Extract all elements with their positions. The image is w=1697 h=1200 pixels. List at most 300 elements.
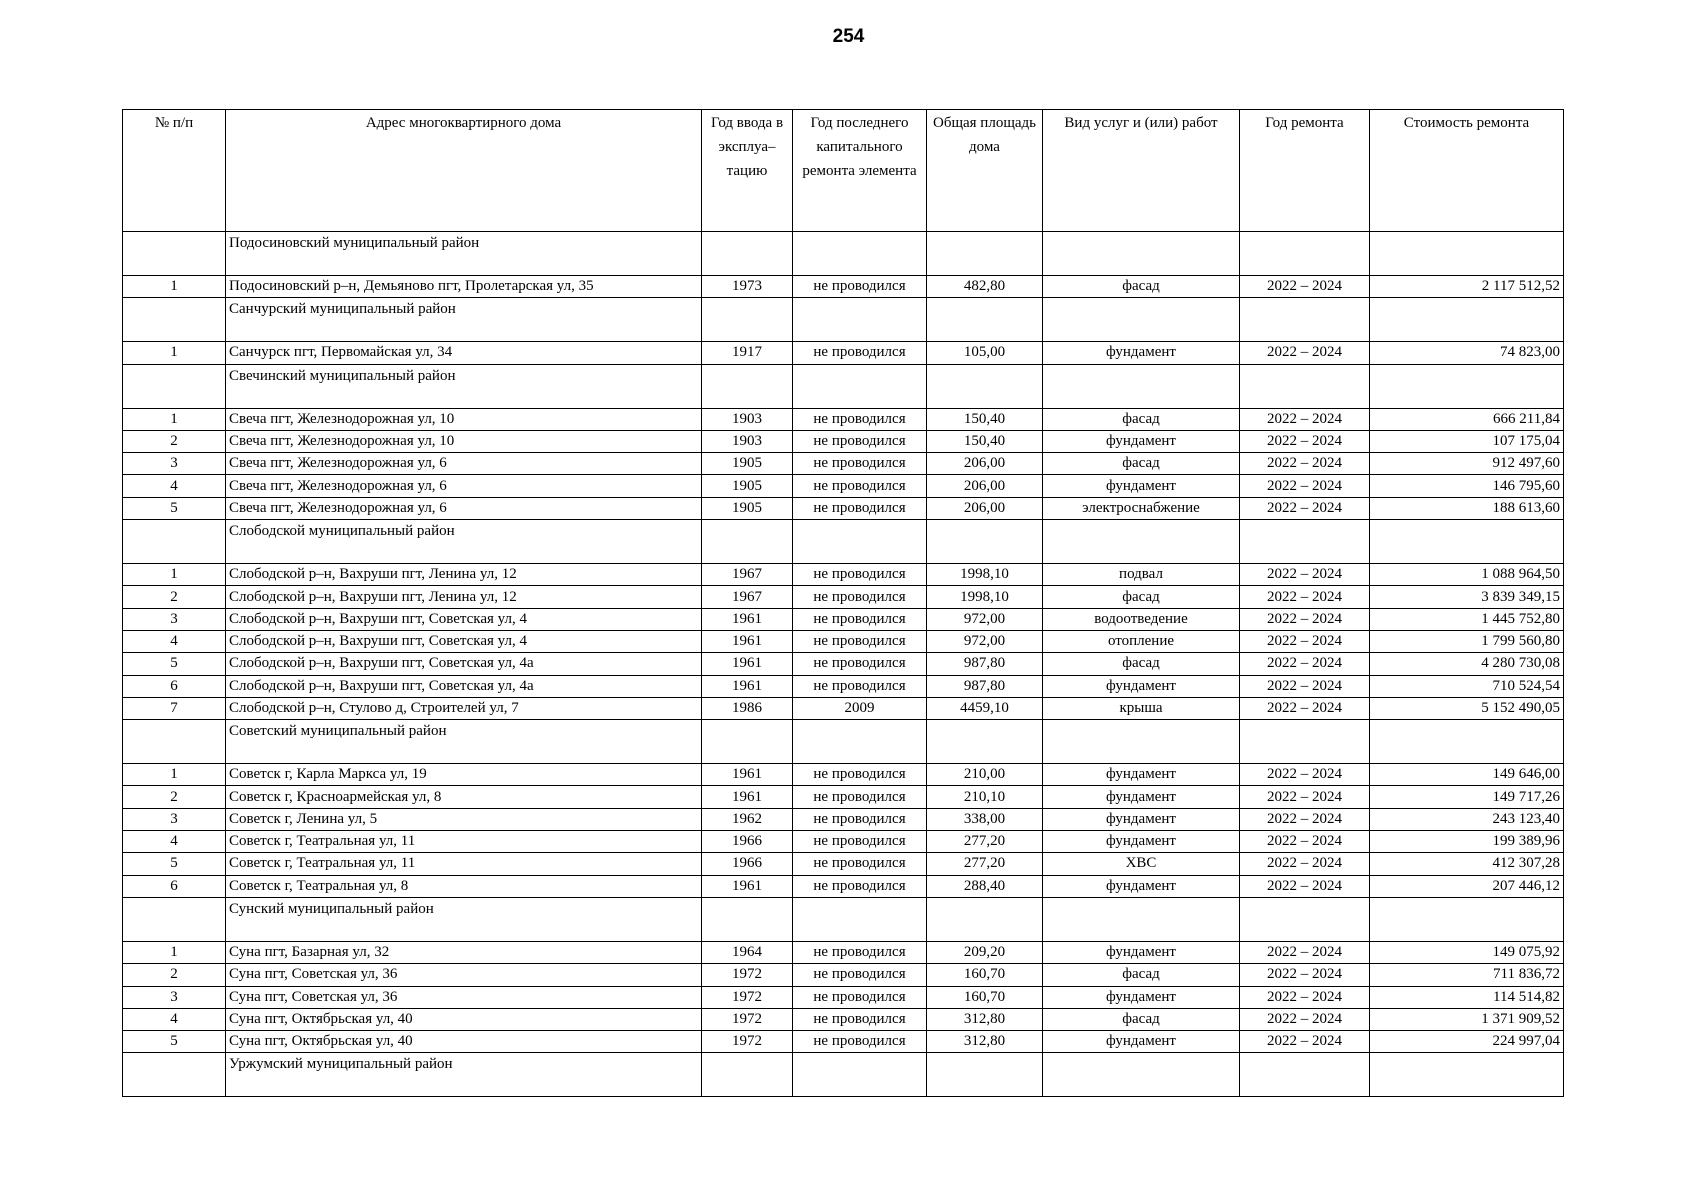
table-row — [123, 630, 1564, 652]
empty-cell — [702, 720, 793, 764]
cell-address: Советск г, Театральная ул, 8 — [226, 875, 702, 897]
empty-cell — [123, 520, 226, 564]
header-cell-address: Адрес многоквартирного дома — [226, 110, 702, 232]
cell-number: 2 — [123, 786, 226, 808]
cell-repair-year: 2022 – 2024 — [1240, 475, 1370, 497]
cell-address: Суна пгт, Советская ул, 36 — [226, 964, 702, 986]
cell-repair-year: 2022 – 2024 — [1240, 764, 1370, 786]
cell-year-built: 1961 — [702, 675, 793, 697]
cell-area: 1998,10 — [927, 564, 1043, 586]
cell-address: Суна пгт, Октябрьская ул, 40 — [226, 1008, 702, 1030]
empty-cell — [123, 232, 226, 276]
district-row — [123, 520, 1564, 564]
cell-last-repair: не проводился — [793, 342, 927, 364]
cell-year-built: 1962 — [702, 808, 793, 830]
cell-last-repair: не проводился — [793, 475, 927, 497]
cell-year-built: 1961 — [702, 630, 793, 652]
empty-cell — [123, 720, 226, 764]
cell-cost: 107 175,04 — [1370, 430, 1564, 452]
empty-cell — [702, 232, 793, 276]
header-cell-year-built: Год ввода в эксплуа–тацию — [702, 110, 793, 232]
empty-cell — [1043, 520, 1240, 564]
cell-area: 105,00 — [927, 342, 1043, 364]
cell-area: 1998,10 — [927, 586, 1043, 608]
cell-area: 150,40 — [927, 430, 1043, 452]
cell-address: Слободской р–н, Вахруши пгт, Советская ул, 4а — [226, 675, 702, 697]
cell-address: Слободской р–н, Вахруши пгт, Советская ул, 4 — [226, 630, 702, 652]
cell-last-repair: не проводился — [793, 941, 927, 963]
cell-work-type: фундамент — [1043, 786, 1240, 808]
cell-cost: 412 307,28 — [1370, 853, 1564, 875]
cell-last-repair: не проводился — [793, 986, 927, 1008]
empty-cell — [1370, 720, 1564, 764]
cell-area: 210,00 — [927, 764, 1043, 786]
table-row — [123, 964, 1564, 986]
table-row — [123, 430, 1564, 452]
cell-last-repair: не проводился — [793, 653, 927, 675]
cell-year-built: 1961 — [702, 764, 793, 786]
cell-area: 972,00 — [927, 608, 1043, 630]
cell-work-type: фундамент — [1043, 941, 1240, 963]
table-row — [123, 453, 1564, 475]
cell-number: 3 — [123, 453, 226, 475]
cell-last-repair: не проводился — [793, 875, 927, 897]
cell-year-built: 1903 — [702, 430, 793, 452]
cell-area: 987,80 — [927, 653, 1043, 675]
empty-cell — [1043, 232, 1240, 276]
empty-cell — [927, 232, 1043, 276]
cell-cost: 199 389,96 — [1370, 831, 1564, 853]
cell-work-type: фундамент — [1043, 986, 1240, 1008]
table-row — [123, 675, 1564, 697]
table-row — [123, 1031, 1564, 1053]
cell-area: 4459,10 — [927, 697, 1043, 719]
cell-address: Подосиновский р–н, Демьяново пгт, Пролетарская ул, 35 — [226, 276, 702, 298]
cell-number: 1 — [123, 342, 226, 364]
cell-cost: 666 211,84 — [1370, 408, 1564, 430]
cell-work-type: подвал — [1043, 564, 1240, 586]
cell-number: 2 — [123, 586, 226, 608]
cell-number: 6 — [123, 675, 226, 697]
empty-cell — [793, 720, 927, 764]
cell-number: 5 — [123, 853, 226, 875]
table-row — [123, 497, 1564, 519]
cell-work-type: отопление — [1043, 630, 1240, 652]
cell-number: 7 — [123, 697, 226, 719]
cell-work-type: фундамент — [1043, 430, 1240, 452]
cell-year-built: 1972 — [702, 986, 793, 1008]
empty-cell — [1043, 897, 1240, 941]
table-row — [123, 475, 1564, 497]
header-row — [123, 110, 1564, 232]
table-row — [123, 764, 1564, 786]
cell-cost: 1 088 964,50 — [1370, 564, 1564, 586]
cell-year-built: 1905 — [702, 475, 793, 497]
empty-cell — [702, 897, 793, 941]
cell-number: 2 — [123, 430, 226, 452]
cell-work-type: фасад — [1043, 408, 1240, 430]
table-row — [123, 853, 1564, 875]
cell-repair-year: 2022 – 2024 — [1240, 342, 1370, 364]
cell-number: 4 — [123, 630, 226, 652]
header-cell-cost: Стоимость ремонта — [1370, 110, 1564, 232]
table-row — [123, 831, 1564, 853]
empty-cell — [927, 1053, 1043, 1097]
cell-repair-year: 2022 – 2024 — [1240, 675, 1370, 697]
table-row — [123, 1008, 1564, 1030]
cell-area: 277,20 — [927, 831, 1043, 853]
cell-last-repair: 2009 — [793, 697, 927, 719]
cell-cost: 1 371 909,52 — [1370, 1008, 1564, 1030]
cell-work-type: фундамент — [1043, 475, 1240, 497]
cell-year-built: 1972 — [702, 964, 793, 986]
cell-work-type: фундамент — [1043, 808, 1240, 830]
cell-cost: 4 280 730,08 — [1370, 653, 1564, 675]
cell-cost: 243 123,40 — [1370, 808, 1564, 830]
cell-year-built: 1961 — [702, 653, 793, 675]
cell-repair-year: 2022 – 2024 — [1240, 697, 1370, 719]
cell-area: 160,70 — [927, 964, 1043, 986]
cell-number: 1 — [123, 276, 226, 298]
cell-address: Свеча пгт, Железнодорожная ул, 6 — [226, 453, 702, 475]
empty-cell — [793, 897, 927, 941]
cell-year-built: 1986 — [702, 697, 793, 719]
cell-year-built: 1964 — [702, 941, 793, 963]
cell-last-repair: не проводился — [793, 831, 927, 853]
cell-last-repair: не проводился — [793, 608, 927, 630]
cell-area: 312,80 — [927, 1031, 1043, 1053]
cell-address: Слободской р–н, Вахруши пгт, Ленина ул, 12 — [226, 586, 702, 608]
empty-cell — [1240, 232, 1370, 276]
empty-cell — [1370, 1053, 1564, 1097]
cell-cost: 2 117 512,52 — [1370, 276, 1564, 298]
cell-last-repair: не проводился — [793, 808, 927, 830]
cell-number: 1 — [123, 408, 226, 430]
empty-cell — [1043, 720, 1240, 764]
cell-year-built: 1961 — [702, 786, 793, 808]
table-row — [123, 608, 1564, 630]
empty-cell — [1240, 298, 1370, 342]
cell-cost: 711 836,72 — [1370, 964, 1564, 986]
district-name: Санчурский муниципальный район — [226, 298, 702, 342]
empty-cell — [1240, 364, 1370, 408]
cell-address: Советск г, Ленина ул, 5 — [226, 808, 702, 830]
cell-area: 206,00 — [927, 475, 1043, 497]
cell-cost: 114 514,82 — [1370, 986, 1564, 1008]
cell-repair-year: 2022 – 2024 — [1240, 831, 1370, 853]
cell-work-type: фундамент — [1043, 831, 1240, 853]
cell-area: 209,20 — [927, 941, 1043, 963]
table-row — [123, 786, 1564, 808]
cell-address: Слободской р–н, Вахруши пгт, Советская ул, 4 — [226, 608, 702, 630]
cell-work-type: фасад — [1043, 653, 1240, 675]
empty-cell — [793, 232, 927, 276]
cell-repair-year: 2022 – 2024 — [1240, 608, 1370, 630]
cell-work-type: фундамент — [1043, 764, 1240, 786]
cell-number: 4 — [123, 1008, 226, 1030]
cell-last-repair: не проводился — [793, 453, 927, 475]
cell-area: 482,80 — [927, 276, 1043, 298]
cell-work-type: фундамент — [1043, 675, 1240, 697]
cell-repair-year: 2022 – 2024 — [1240, 875, 1370, 897]
cell-cost: 912 497,60 — [1370, 453, 1564, 475]
empty-cell — [1043, 1053, 1240, 1097]
cell-address: Советск г, Карла Маркса ул, 19 — [226, 764, 702, 786]
cell-year-built: 1961 — [702, 608, 793, 630]
cell-number: 5 — [123, 653, 226, 675]
cell-address: Свеча пгт, Железнодорожная ул, 6 — [226, 475, 702, 497]
empty-cell — [123, 897, 226, 941]
cell-cost: 1 799 560,80 — [1370, 630, 1564, 652]
cell-area: 150,40 — [927, 408, 1043, 430]
cell-last-repair: не проводился — [793, 964, 927, 986]
header-cell-work-type: Вид услуг и (или) работ — [1043, 110, 1240, 232]
table-row — [123, 697, 1564, 719]
district-row — [123, 720, 1564, 764]
table-row — [123, 808, 1564, 830]
table-row — [123, 941, 1564, 963]
empty-cell — [927, 720, 1043, 764]
cell-number: 5 — [123, 497, 226, 519]
cell-cost: 207 446,12 — [1370, 875, 1564, 897]
cell-address: Суна пгт, Советская ул, 36 — [226, 986, 702, 1008]
empty-cell — [123, 364, 226, 408]
cell-cost: 146 795,60 — [1370, 475, 1564, 497]
empty-cell — [1370, 364, 1564, 408]
cell-number: 6 — [123, 875, 226, 897]
empty-cell — [793, 520, 927, 564]
cell-last-repair: не проводился — [793, 786, 927, 808]
cell-year-built: 1972 — [702, 1031, 793, 1053]
cell-repair-year: 2022 – 2024 — [1240, 497, 1370, 519]
cell-last-repair: не проводился — [793, 586, 927, 608]
header-cell-number: № п/п — [123, 110, 226, 232]
cell-last-repair: не проводился — [793, 564, 927, 586]
cell-last-repair: не проводился — [793, 430, 927, 452]
cell-repair-year: 2022 – 2024 — [1240, 786, 1370, 808]
cell-repair-year: 2022 – 2024 — [1240, 986, 1370, 1008]
cell-repair-year: 2022 – 2024 — [1240, 1031, 1370, 1053]
table-row — [123, 342, 1564, 364]
district-row — [123, 1053, 1564, 1097]
cell-area: 338,00 — [927, 808, 1043, 830]
cell-cost: 224 997,04 — [1370, 1031, 1564, 1053]
cell-repair-year: 2022 – 2024 — [1240, 630, 1370, 652]
empty-cell — [1370, 232, 1564, 276]
table-row — [123, 276, 1564, 298]
empty-cell — [702, 1053, 793, 1097]
empty-cell — [123, 298, 226, 342]
cell-address: Свеча пгт, Железнодорожная ул, 6 — [226, 497, 702, 519]
empty-cell — [1043, 298, 1240, 342]
cell-area: 277,20 — [927, 853, 1043, 875]
cell-address: Суна пгт, Октябрьская ул, 40 — [226, 1031, 702, 1053]
cell-repair-year: 2022 – 2024 — [1240, 408, 1370, 430]
table-row — [123, 408, 1564, 430]
cell-number: 5 — [123, 1031, 226, 1053]
cell-last-repair: не проводился — [793, 1008, 927, 1030]
empty-cell — [927, 298, 1043, 342]
empty-cell — [123, 1053, 226, 1097]
cell-area: 288,40 — [927, 875, 1043, 897]
cell-repair-year: 2022 – 2024 — [1240, 1008, 1370, 1030]
cell-repair-year: 2022 – 2024 — [1240, 276, 1370, 298]
cell-area: 206,00 — [927, 453, 1043, 475]
empty-cell — [793, 298, 927, 342]
empty-cell — [927, 364, 1043, 408]
cell-year-built: 1973 — [702, 276, 793, 298]
empty-cell — [1240, 1053, 1370, 1097]
empty-cell — [793, 1053, 927, 1097]
cell-last-repair: не проводился — [793, 1031, 927, 1053]
cell-cost: 149 646,00 — [1370, 764, 1564, 786]
cell-number: 3 — [123, 986, 226, 1008]
cell-work-type: фасад — [1043, 276, 1240, 298]
district-name: Сунский муниципальный район — [226, 897, 702, 941]
cell-year-built: 1972 — [702, 1008, 793, 1030]
table-body — [123, 232, 1564, 1097]
cell-number: 4 — [123, 831, 226, 853]
cell-number: 3 — [123, 608, 226, 630]
table-row — [123, 875, 1564, 897]
cell-area: 312,80 — [927, 1008, 1043, 1030]
cell-year-built: 1966 — [702, 831, 793, 853]
cell-last-repair: не проводился — [793, 276, 927, 298]
cell-last-repair: не проводился — [793, 675, 927, 697]
cell-address: Свеча пгт, Железнодорожная ул, 10 — [226, 430, 702, 452]
cell-year-built: 1905 — [702, 453, 793, 475]
district-row — [123, 232, 1564, 276]
empty-cell — [1240, 520, 1370, 564]
cell-last-repair: не проводился — [793, 764, 927, 786]
cell-work-type: электроснабжение — [1043, 497, 1240, 519]
empty-cell — [927, 897, 1043, 941]
cell-work-type: фасад — [1043, 453, 1240, 475]
cell-year-built: 1967 — [702, 564, 793, 586]
cell-year-built: 1966 — [702, 853, 793, 875]
cell-area: 972,00 — [927, 630, 1043, 652]
empty-cell — [793, 364, 927, 408]
header-cell-area: Общая площадь дома — [927, 110, 1043, 232]
cell-repair-year: 2022 – 2024 — [1240, 941, 1370, 963]
cell-work-type: фундамент — [1043, 875, 1240, 897]
empty-cell — [1240, 720, 1370, 764]
district-name: Слободской муниципальный район — [226, 520, 702, 564]
cell-year-built: 1967 — [702, 586, 793, 608]
table-row — [123, 653, 1564, 675]
district-name: Подосиновский муниципальный район — [226, 232, 702, 276]
district-row — [123, 364, 1564, 408]
district-row — [123, 897, 1564, 941]
table-row — [123, 564, 1564, 586]
empty-cell — [1370, 298, 1564, 342]
empty-cell — [927, 520, 1043, 564]
cell-repair-year: 2022 – 2024 — [1240, 853, 1370, 875]
cell-address: Советск г, Красноармейская ул, 8 — [226, 786, 702, 808]
page-number: 254 — [832, 26, 865, 47]
cell-last-repair: не проводился — [793, 497, 927, 519]
empty-cell — [1240, 897, 1370, 941]
cell-address: Слободской р–н, Вахруши пгт, Советская ул, 4а — [226, 653, 702, 675]
district-row — [123, 298, 1564, 342]
cell-address: Слободской р–н, Стулово д, Строителей ул, 7 — [226, 697, 702, 719]
cell-cost: 188 613,60 — [1370, 497, 1564, 519]
cell-cost: 5 152 490,05 — [1370, 697, 1564, 719]
empty-cell — [1043, 364, 1240, 408]
cell-repair-year: 2022 – 2024 — [1240, 808, 1370, 830]
cell-last-repair: не проводился — [793, 408, 927, 430]
header-cell-last-repair: Год последнего капитального ремонта элемента — [793, 110, 927, 232]
table-row — [123, 986, 1564, 1008]
cell-number: 3 — [123, 808, 226, 830]
cell-number: 1 — [123, 764, 226, 786]
cell-year-built: 1905 — [702, 497, 793, 519]
cell-work-type: ХВС — [1043, 853, 1240, 875]
empty-cell — [702, 298, 793, 342]
cell-cost: 149 717,26 — [1370, 786, 1564, 808]
cell-number: 1 — [123, 564, 226, 586]
cell-cost: 3 839 349,15 — [1370, 586, 1564, 608]
empty-cell — [702, 520, 793, 564]
cell-work-type: фасад — [1043, 1008, 1240, 1030]
cell-area: 210,10 — [927, 786, 1043, 808]
cell-last-repair: не проводился — [793, 630, 927, 652]
cell-work-type: фундамент — [1043, 342, 1240, 364]
cell-work-type: фасад — [1043, 964, 1240, 986]
cell-number: 1 — [123, 941, 226, 963]
cell-address: Суна пгт, Базарная ул, 32 — [226, 941, 702, 963]
cell-area: 206,00 — [927, 497, 1043, 519]
cell-work-type: фасад — [1043, 586, 1240, 608]
cell-address: Свеча пгт, Железнодорожная ул, 10 — [226, 408, 702, 430]
cell-cost: 149 075,92 — [1370, 941, 1564, 963]
empty-cell — [702, 364, 793, 408]
cell-repair-year: 2022 – 2024 — [1240, 964, 1370, 986]
district-name: Советский муниципальный район — [226, 720, 702, 764]
table-row — [123, 586, 1564, 608]
cell-year-built: 1961 — [702, 875, 793, 897]
cell-address: Советск г, Театральная ул, 11 — [226, 831, 702, 853]
cell-work-type: водоотведение — [1043, 608, 1240, 630]
cell-work-type: фундамент — [1043, 1031, 1240, 1053]
cell-repair-year: 2022 – 2024 — [1240, 430, 1370, 452]
cell-repair-year: 2022 – 2024 — [1240, 564, 1370, 586]
cell-number: 2 — [123, 964, 226, 986]
empty-cell — [1370, 520, 1564, 564]
cell-repair-year: 2022 – 2024 — [1240, 586, 1370, 608]
cell-repair-year: 2022 – 2024 — [1240, 453, 1370, 475]
cell-year-built: 1917 — [702, 342, 793, 364]
cell-number: 4 — [123, 475, 226, 497]
empty-cell — [1370, 897, 1564, 941]
cell-cost: 710 524,54 — [1370, 675, 1564, 697]
cell-year-built: 1903 — [702, 408, 793, 430]
cell-cost: 74 823,00 — [1370, 342, 1564, 364]
cell-address: Санчурск пгт, Первомайская ул, 34 — [226, 342, 702, 364]
cell-last-repair: не проводился — [793, 853, 927, 875]
cell-address: Слободской р–н, Вахруши пгт, Ленина ул, 12 — [226, 564, 702, 586]
repair-table — [122, 109, 1564, 1097]
cell-area: 160,70 — [927, 986, 1043, 1008]
cell-cost: 1 445 752,80 — [1370, 608, 1564, 630]
cell-repair-year: 2022 – 2024 — [1240, 653, 1370, 675]
cell-work-type: крыша — [1043, 697, 1240, 719]
cell-address: Советск г, Театральная ул, 11 — [226, 853, 702, 875]
district-name: Свечинский муниципальный район — [226, 364, 702, 408]
cell-area: 987,80 — [927, 675, 1043, 697]
header-cell-repair-year: Год ремонта — [1240, 110, 1370, 232]
district-name: Уржумский муниципальный район — [226, 1053, 702, 1097]
